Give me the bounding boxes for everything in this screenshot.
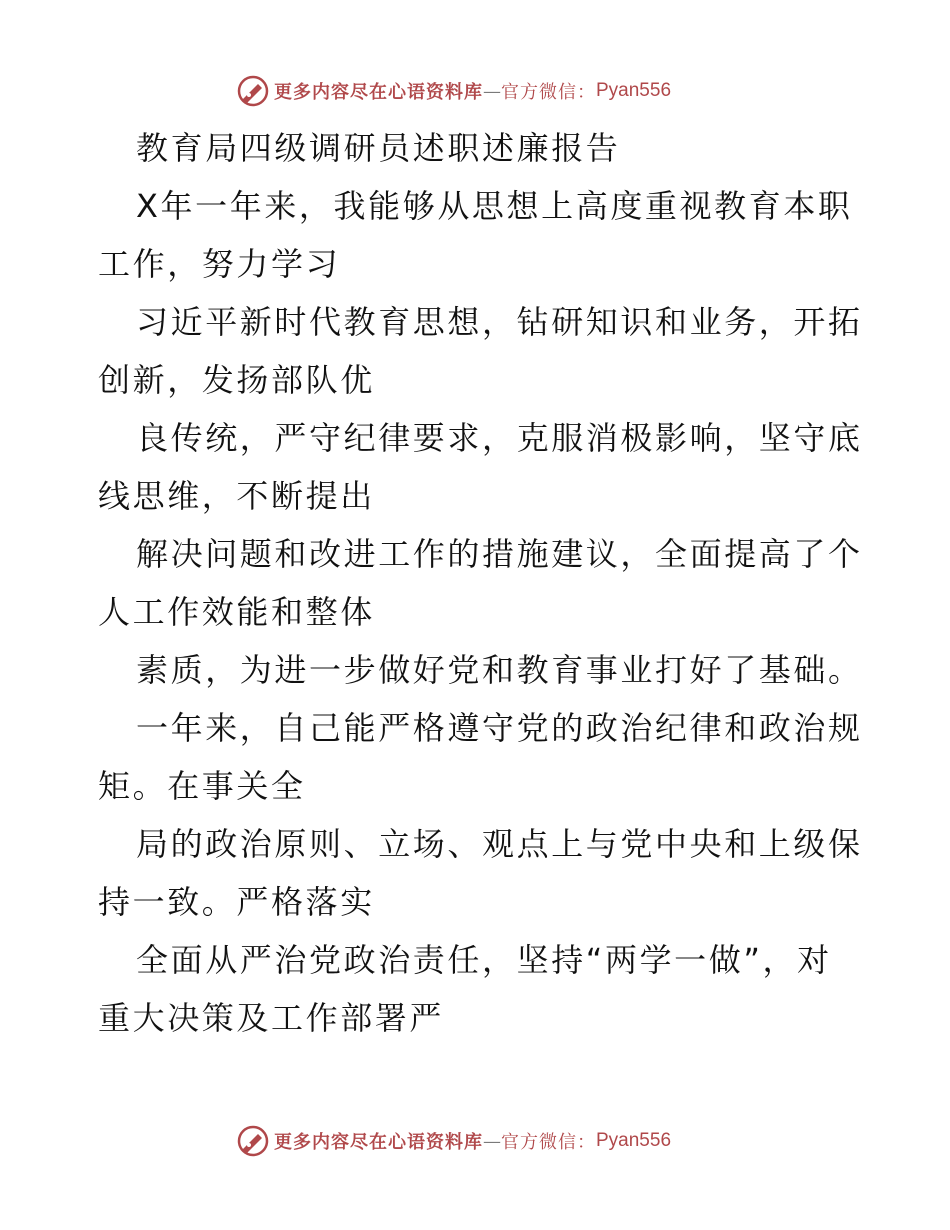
paragraph-line: 良传统，严守纪律要求，克服消极影响，坚守底: [136, 419, 863, 457]
paragraph-line: 人工作效能和整体: [98, 593, 375, 631]
document-title: 教育局四级调研员述职述廉报告: [136, 129, 621, 167]
pen-logo-icon: [236, 1124, 270, 1158]
banner-brand-text: 更多内容尽在心语资料库: [274, 1132, 483, 1153]
paragraph-line: 解决问题和改进工作的措施建议，全面提高了个: [136, 535, 863, 573]
paragraph-line: 持一致。严格落实: [98, 883, 375, 921]
banner-wechat-label: 官方微信：: [501, 1132, 596, 1153]
paragraph-line: X年一年来，我能够从思想上高度重视教育本职: [136, 187, 853, 225]
banner-dash: —: [483, 1130, 501, 1152]
paragraph-line: 局的政治原则、立场、观点上与党中央和上级保: [136, 825, 863, 863]
paragraph-line: 一年来，自己能严格遵守党的政治纪律和政治规: [136, 709, 863, 747]
paragraph-line: 习近平新时代教育思想，钻研知识和业务，开拓: [136, 303, 863, 341]
paragraph-line: 矩。在事关全: [98, 767, 306, 805]
banner-wechat-label: 官方微信：: [501, 82, 596, 103]
paragraph-line: 全面从严治党政治责任，坚持“两学一做”，对: [136, 941, 832, 979]
pen-logo-icon: [236, 74, 270, 108]
header-watermark-banner: [0, 70, 950, 110]
banner-wechat-id: Pyan556: [596, 80, 672, 101]
paragraph-line: 工作，努力学习: [98, 245, 341, 283]
banner-brand-text: 更多内容尽在心语资料库: [274, 82, 483, 103]
banner-wechat-id: Pyan556: [596, 1130, 672, 1151]
paragraph-line: 线思维，不断提出: [98, 477, 375, 515]
banner-dash: —: [483, 80, 501, 102]
footer-watermark-banner: [0, 1120, 950, 1160]
paragraph-line: 重大决策及工作部署严: [98, 999, 445, 1037]
paragraph-line: 创新，发扬部队优: [98, 361, 375, 399]
paragraph-line: 素质，为进一步做好党和教育事业打好了基础。: [136, 651, 863, 689]
